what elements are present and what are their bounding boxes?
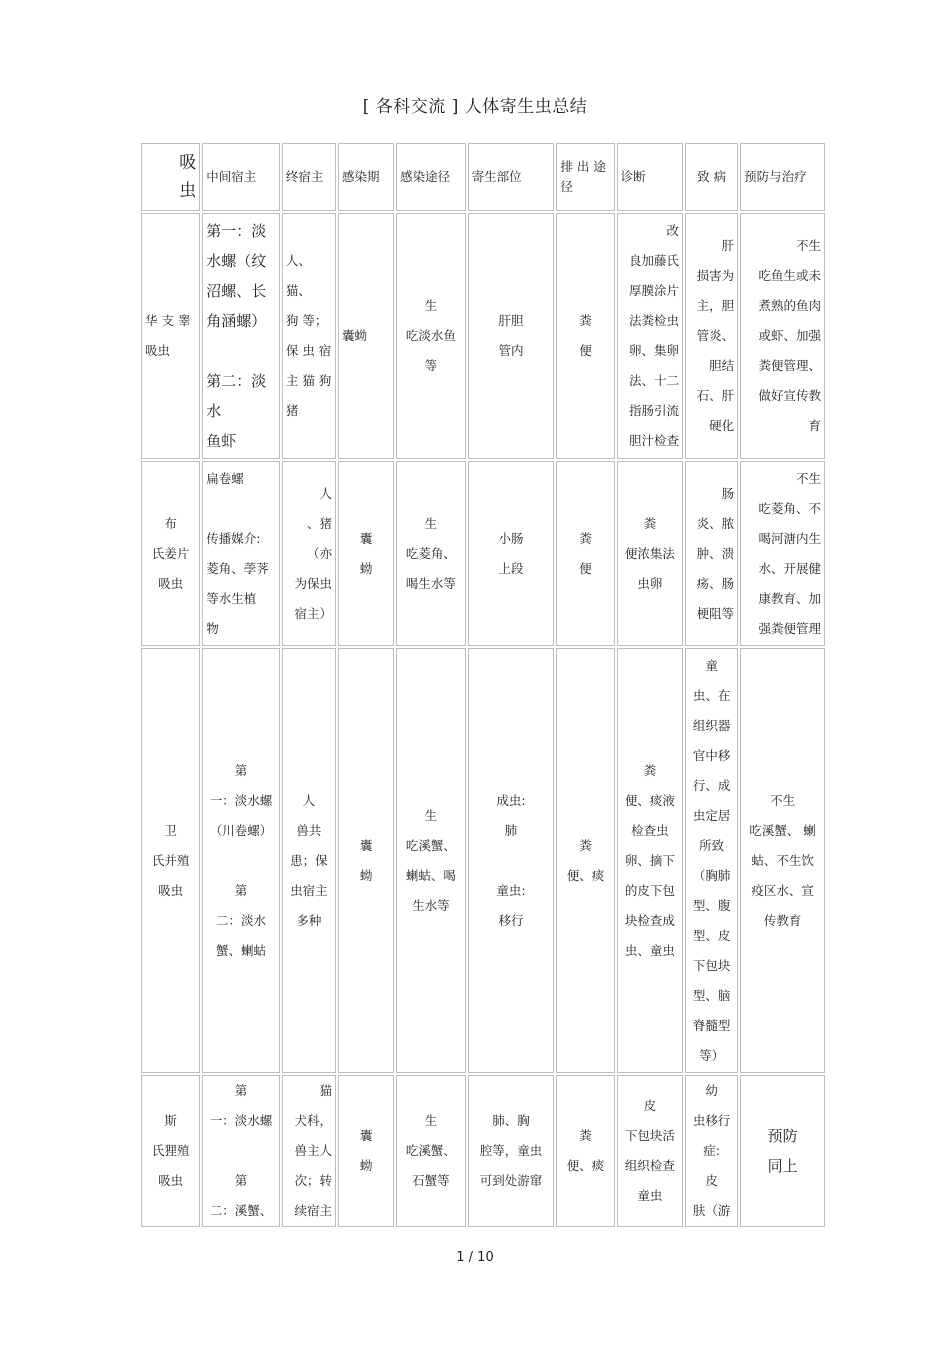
cell-infection-route: 生 吃溪蟹、 蝲蛄、喝 生水等 [396,648,465,1073]
document-title: [ 各科交流 ] 人体寄生虫总结 [362,97,588,117]
cell-diagnosis: 皮 下包块活 组织检查 童虫 [617,1075,683,1227]
table-row [141,1075,825,1227]
cell-diagnosis: 粪 便浓集法 虫卵 [617,461,683,646]
cell-intermediate-host: 第 一：淡水螺 （川卷螺） 第 二：淡水 蟹、蝲蛄 [202,648,280,1073]
cell-exit-route: 粪 便 [556,213,614,459]
cell-prevention: 不生 吃鱼生或未 煮熟的鱼肉 或虾、加强 粪便管理、 做好宣传教 育 [740,213,825,459]
header-cell: 感染期 [338,143,394,211]
cell-intermediate-host: 第 一：淡水螺 第 二：溪蟹、 [202,1075,280,1227]
cell-infective-stage: 囊 蚴 [338,648,394,1073]
header-cell: 吸 虫 [141,143,200,211]
table-row [141,213,825,459]
cell-diagnosis: 粪 便、痰液 检查虫 卵、摘下 的皮下包 块检查成 虫、童虫 [617,648,683,1073]
cell-diagnosis: 改 良加藤氏 厚膜涂片 法粪检虫 卵、集卵 法、十二 指肠引流 胆汁检查 [617,213,683,459]
cell-prevention: 预防 同上 [740,1075,825,1227]
cell-parasitic-site: 小肠 上段 [468,461,555,646]
cell-definitive-host: 人 、猪（亦 为保虫 宿主） [282,461,336,646]
cell-infection-route: 生 吃菱角、 喝生水等 [396,461,465,646]
cell-intermediate-host: 第一：淡 水螺（纹 沼螺、长 角涵螺） 第二：淡水 鱼虾 [202,213,280,459]
cell-name: 卫 氏并殖 吸虫 [141,648,200,1073]
header-cell: 中间宿主 [202,143,280,211]
cell-infective-stage: 囊 蚴 [338,461,394,646]
cell-disease: 肠 炎、脓 肿、溃 疡、肠 梗阻等 [685,461,738,646]
cell-disease: 肝 损害为 主，胆 管炎、 胆结 石、肝 硬化 [685,213,738,459]
cell-prevention: 不生 吃菱角、不 喝河溏内生 水、开展健 康教育、加 强粪便管理 [740,461,825,646]
table-row [141,461,825,646]
cell-definitive-host: 猫 犬科， 兽主人 次；转 续宿主 [282,1075,336,1227]
header-cell: 诊断 [617,143,683,211]
cell-infection-route: 生 吃溪蟹、 石蟹等 [396,1075,465,1227]
header-cell: 寄生部位 [468,143,555,211]
cell-exit-route: 粪 便、痰 [556,1075,614,1227]
header-row [141,143,825,211]
header-cell: 致 病 [685,143,738,211]
header-cell: 预防与治疗 [740,143,825,211]
cell-prevention: 不生 吃溪蟹、 蝲 蛄、不生饮 疫区水、宣 传教育 [740,648,825,1073]
cell-exit-route: 粪 便、痰 [556,648,614,1073]
cell-exit-route: 粪 便 [556,461,614,646]
header-cell: 排 出 途 径 [556,143,614,211]
header-cell: 感染途径 [396,143,465,211]
cell-infective-stage: 囊 蚴 [338,1075,394,1227]
page-number: 1 / 10 [456,1250,494,1265]
header-cell: 终宿主 [282,143,336,211]
cell-parasitic-site: 肺、胸 腔等，童虫 可到处游窜 [468,1075,555,1227]
cell-disease: 幼 虫移行 症: 皮 肤（游 [685,1075,738,1227]
cell-infection-route: 生 吃淡水鱼 等 [396,213,465,459]
table-row [141,648,825,1073]
cell-definitive-host: 人、猫、 狗 等； 保 虫 宿 主 猫 狗 猪 [282,213,336,459]
cell-intermediate-host: 扁卷螺 传播媒介: 菱角、荸荠 等水生植 物 [202,461,280,646]
cell-definitive-host: 人 兽共 患；保 虫宿主 多种 [282,648,336,1073]
cell-parasitic-site: 肝胆 管内 [468,213,555,459]
parasite-table [139,141,827,1229]
cell-name: 华 支 睾 吸虫 [141,213,200,459]
cell-name: 斯 氏狸殖 吸虫 [141,1075,200,1227]
cell-disease: 童 虫、在 组织器 官中移 行、成 虫定居 所致 （胸肺 型、腹 型、皮 下包块 型、脑 脊髓型 等） [685,648,738,1073]
cell-name: 布 氏姜片 吸虫 [141,461,200,646]
cell-infective-stage: 囊蚴 [338,213,394,459]
cell-parasitic-site: 成虫: 肺 童虫: 移行 [468,648,555,1073]
